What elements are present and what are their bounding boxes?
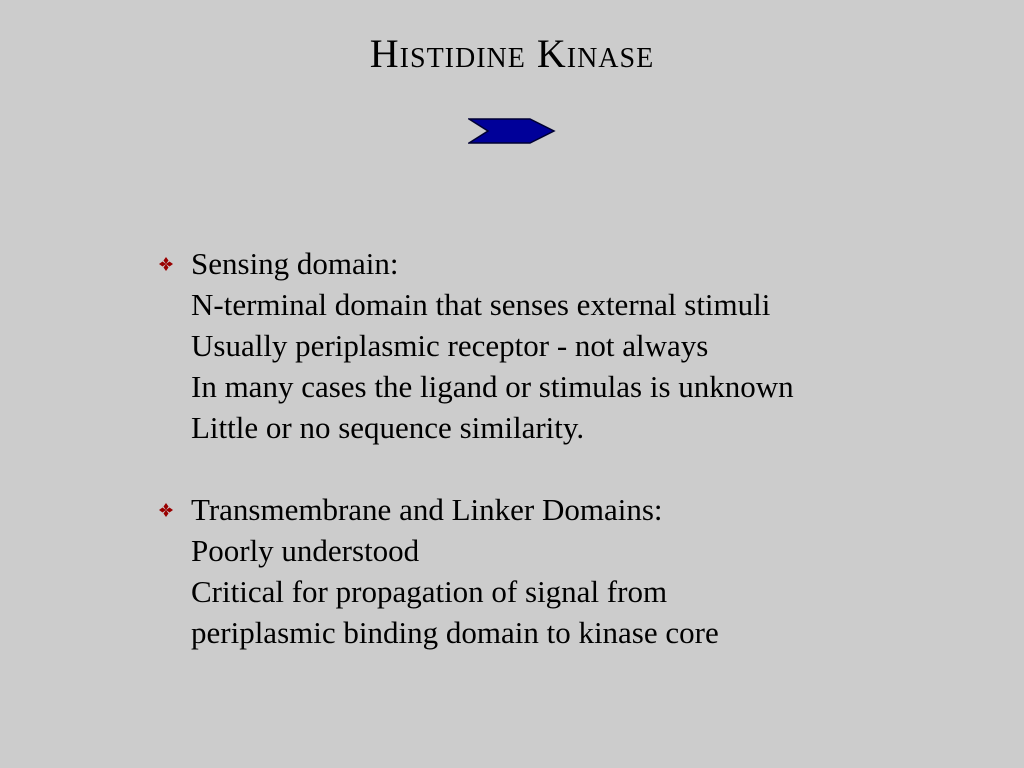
bullet-line: In many cases the ligand or stimulas is unknown <box>191 369 794 404</box>
bullet-line: periplasmic binding domain to kinase core <box>191 615 719 650</box>
four-diamond-bullet-icon <box>159 503 173 517</box>
slide-title: Histidine Kinase <box>369 31 655 76</box>
bullet-line: Critical for propagation of signal from <box>191 574 668 609</box>
bullet-heading: Sensing domain: <box>191 246 399 281</box>
bullet-sensing-domain <box>155 243 915 448</box>
bullet-line: Usually periplasmic receptor - not always <box>191 328 709 363</box>
bullet-list <box>155 243 915 694</box>
four-diamond-bullet-icon <box>159 257 173 271</box>
bullet-line: Little or no sequence similarity. <box>191 410 585 445</box>
bullet-line: Poorly understood <box>191 533 420 568</box>
bullet-heading: Transmembrane and Linker Domains: <box>191 492 663 527</box>
bullet-transmembrane-linker <box>155 489 915 653</box>
chevron-arrow-right-icon[interactable] <box>468 116 556 146</box>
bullet-line: N-terminal domain that senses external stimuli <box>191 287 771 322</box>
